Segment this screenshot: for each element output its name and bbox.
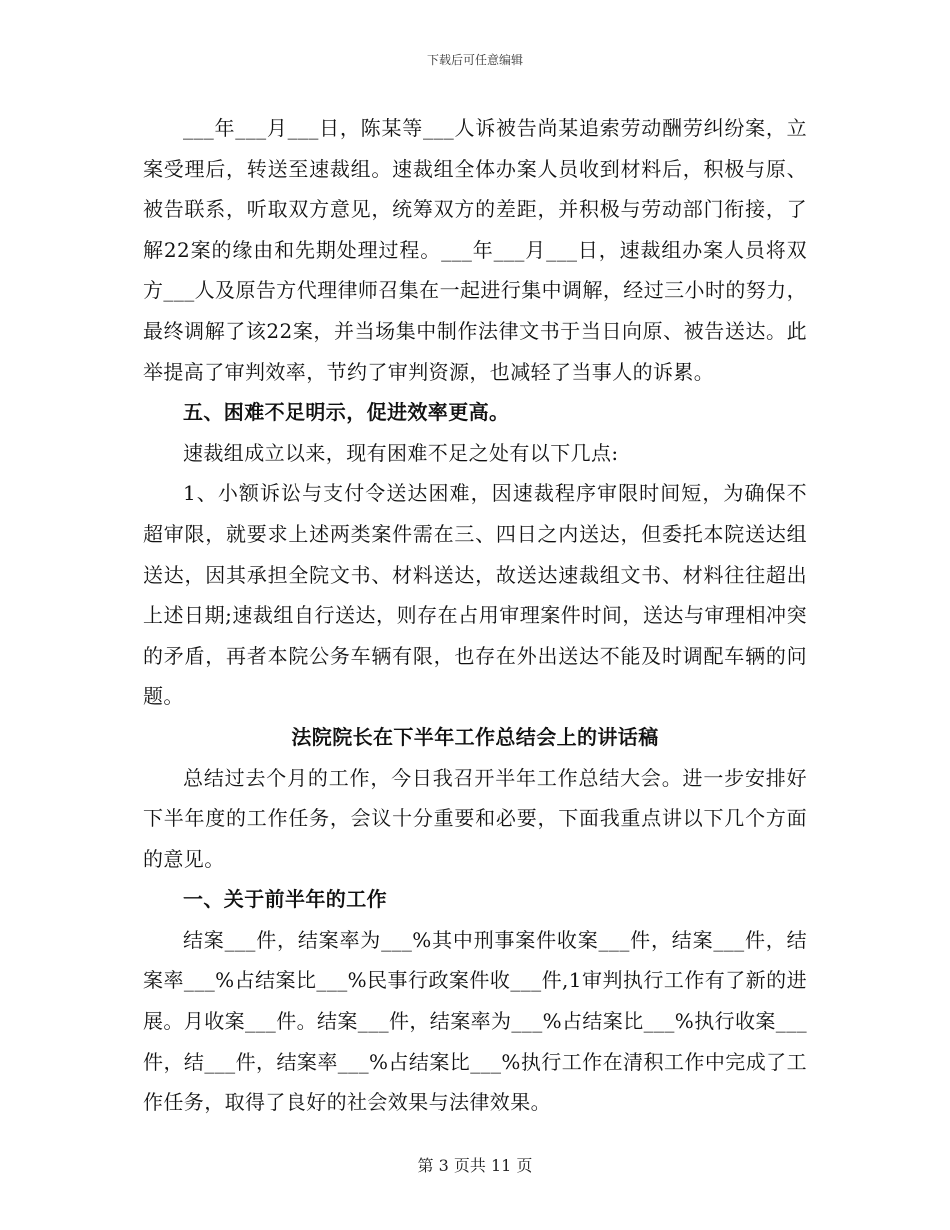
- document-body: [143, 108, 807, 1123]
- case-paragraph: ___年___月___日，陈某等___人诉被告尚某追索劳动酬劳纠纷案，立案受理后，转送至速裁组。速裁组全体办案人员收到材料后，积极与原、被告联系，听取双方意见，统筹双方的差距，并积极与劳动部门衔接，了解22案的缘由和先期处理过程。___年___月___日，速裁组办案人员将双方___人及原告方代理律师召集在一起进行集中调解，经过三小时的努力，最终调解了该22案，并当场集中制作法律文书于当日向原、被告送达。此举提高了审判效率，节约了审判资源，也减轻了当事人的诉累。: [143, 116, 807, 384]
- statistics-paragraph: 结案___件，结案率为___%其中刑事案件收案___件，结案___件，结案率___%占结案比___%民事行政案件收___件,1审判执行工作有了新的进展。月收案___件。结案___件，结案率为___%占结案比___%执行收案___件，结___件，结案率___%占结案比___%执行工作在清积工作中完成了工作任务，取得了良好的社会效果与法律效果。: [143, 927, 808, 1115]
- speech-title: 法院院长在下半年工作总结会上的讲话稿: [291, 724, 659, 749]
- section-heading-difficulties: 五、困难不足明示，促进效率更高。: [183, 400, 510, 425]
- page-header: 下载后可任意编辑: [426, 53, 523, 67]
- section-heading-first-half-work: 一、关于前半年的工作: [183, 887, 387, 912]
- difficulties-intro-paragraph: 速裁组成立以来，现有困难不足之处有以下几点:: [183, 440, 619, 465]
- speech-intro-paragraph: 总结过去个月的工作，今日我召开半年工作总结大会。进一步安排好下半年度的工作任务，会议十分重要和必要，下面我重点讲以下几个方面的意见。: [143, 765, 807, 871]
- difficulty-item-1-paragraph: 1、小额诉讼与支付令送达困难，因速裁程序审限时间短，为确保不超审限，就要求上述两类案件需在三、四日之内送达，但委托本院送达组送达，因其承担全院文书、材料送达，故送达速裁组文书、材料往往超出上述日期;速裁组自行送达，则存在占用审理案件时间，送达与审理相冲突的矛盾，再者本院公务车辆有限，也存在外出送达不能及时调配车辆的问题。: [143, 481, 807, 709]
- page-number-footer: 第 3 页共 11 页: [417, 1156, 533, 1175]
